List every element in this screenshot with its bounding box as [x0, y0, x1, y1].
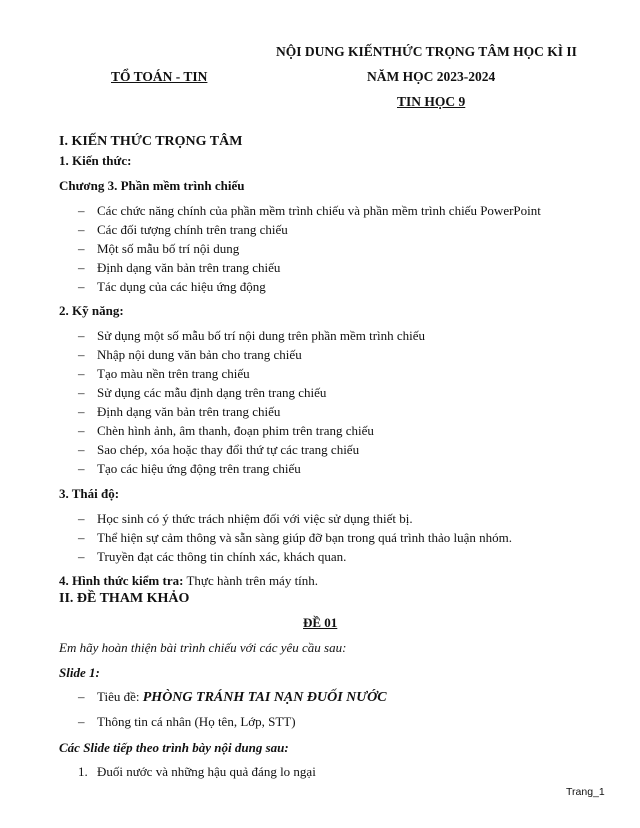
dash-bullet: –	[78, 366, 85, 381]
section-1-heading: I. KIẾN THỨC TRỌNG TÂM	[59, 134, 243, 149]
dash-bullet: –	[78, 260, 85, 275]
dash-bullet: –	[78, 461, 85, 476]
dash-bullet: –	[78, 222, 85, 237]
exam-format	[59, 573, 318, 589]
dash-bullet: –	[78, 404, 85, 419]
school-year: NĂM HỌC 2023-2024	[367, 69, 496, 84]
subject-name: TIN HỌC 9	[397, 94, 466, 109]
dash-bullet: –	[78, 442, 85, 457]
dash-bullet: –	[78, 511, 85, 526]
chapter-heading: Chương 3. Phần mềm trình chiếu	[59, 178, 245, 193]
dash-bullet: –	[78, 241, 85, 256]
next-slides-label: Các Slide tiếp theo trình bày nội dung sau:	[59, 740, 289, 755]
dash-bullet: –	[78, 689, 85, 704]
dash-bullet: –	[78, 549, 85, 564]
dash-bullet: –	[78, 530, 85, 545]
skills-heading: 2. Kỹ năng:	[59, 303, 124, 318]
dash-bullet: –	[78, 328, 85, 343]
page-number: Trang_1	[566, 786, 605, 798]
dash-bullet: –	[78, 423, 85, 438]
exam-instruction: Em hãy hoàn thiện bài trình chiếu với các yêu cầu sau:	[59, 640, 347, 655]
dash-bullet: –	[78, 714, 85, 729]
item-number: 1.	[78, 764, 88, 779]
department-name: TỔ TOÁN - TIN	[111, 69, 208, 84]
attitude-heading: 3. Thái độ:	[59, 486, 120, 501]
knowledge-heading: 1. Kiến thức:	[59, 153, 132, 168]
document-title: NỘI DUNG KIẾNTHỨC TRỌNG TÂM HỌC KÌ II	[276, 44, 577, 59]
exam-title: ĐỀ 01	[303, 615, 338, 630]
dash-bullet: –	[78, 347, 85, 362]
dash-bullet: –	[78, 279, 85, 294]
dash-bullet: –	[78, 203, 85, 218]
slide-title-value: PHÒNG TRÁNH TAI NẠN ĐUỐI NƯỚC	[142, 690, 387, 705]
document-page: NỘI DUNG KIẾNTHỨC TRỌNG TÂM HỌC KÌ II TỔ TOÁN - TIN NĂM HỌC 2023-2024 TIN HỌC 9 I. KIẾN THỨC TRỌNG TÂM 1. Kiến thức: Chương 3. Phần mềm trình chiếu – Các chức năng chính của phần mềm trình chiếu và phần mềm trình chiếu PowerPoint – Các đối tượng chính trên trang chiếu – Một số mẫu bố trí nội dung – Định dạng văn bản trên trang chiếu – Tác dụng của các hiệu ứng động 2. Kỹ năng: – Sử dụng một số mẫu bố trí nội dung trên phần mềm trình chiếu – Nhập nội dung văn bản cho trang chiếu – Tạo màu nền trên trang chiếu – Sử dụng các mẫu định dạng trên trang chiếu – Định dạng văn bản trên trang chiếu – Chèn hình ảnh, âm thanh, đoạn phim trên trang chiếu – Sao chép, xóa hoặc thay đổi thứ tự các trang chiếu – Tạo các hiệu ứng động trên trang chiếu 3. Thái độ: – Học sinh có ý thức trách nhiệm đối với việc sử dụng thiết bị. – Thể hiện sự cảm thông và sẵn sàng giúp đỡ bạn trong quá trình thảo luận nhóm. – Truyền đạt các thông tin chính xác, khách quan. 4. Hình thức kiểm tra: Thực hành trên máy tính. II. ĐỀ THAM KHẢO ĐỀ 01 Em hãy hoàn thiện bài trình chiếu với các yêu cầu sau: Slide 1: – Tiêu đề: PHÒNG TRÁNH TAI NẠN ĐUỐI NƯỚC – Thông tin cá nhân (Họ tên, Lớp, STT) Các Slide tiếp theo trình bày nội dung sau: 1. Đuối nước và những hậu quả đáng lo ngại Trang_1	[59, 44, 605, 798]
section-2-heading: II. ĐỀ THAM KHẢO	[59, 591, 190, 606]
exam-format-value: Thực hành trên máy tính.	[183, 573, 319, 588]
slide-1-label: Slide 1:	[59, 665, 100, 680]
exam-format-label: 4. Hình thức kiểm tra:	[59, 573, 184, 588]
dash-bullet: –	[78, 385, 85, 400]
slide-title-label: Tiêu đề:	[97, 689, 143, 704]
